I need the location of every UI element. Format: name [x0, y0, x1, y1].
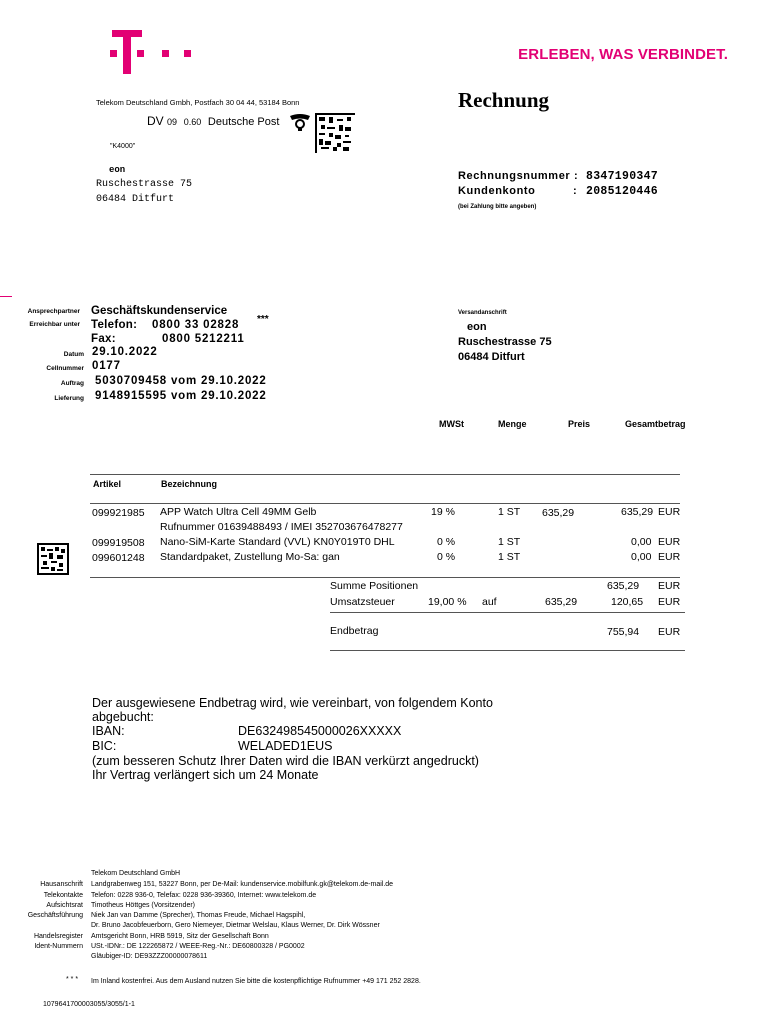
brand-slogan: ERLEBEN, WAS VERBINDET.	[518, 46, 728, 63]
footer-code: 1079641700003055/3055/1-1	[43, 1001, 135, 1008]
footer-value-2: Timotheus Höttges (Vorsitzender)	[91, 902, 196, 909]
row4-mwst: 0 %	[437, 551, 456, 563]
postage-matrix-code	[315, 113, 355, 153]
col-header-preis: Preis	[568, 419, 591, 429]
iban-value: DE632498545000026XXXXX	[238, 724, 402, 738]
table-header-rule	[90, 503, 680, 504]
tax-label: Umsatzsteuer	[330, 596, 395, 608]
fax-label: Fax:	[91, 333, 116, 345]
tax-on: auf	[482, 596, 497, 608]
recipient-street: Ruschestrasse 75	[96, 179, 193, 190]
end-label: Endbetrag	[330, 625, 379, 637]
footer-note: Im Inland kostenfrei. Aus dem Ausland nutzen Sie bitte die kostenpflichtige Rufnummer +49 171 252 2828.	[91, 978, 421, 985]
invoice-number: 8347190347	[586, 170, 659, 183]
bic-value: WELADED1EUS	[238, 739, 333, 753]
end-rule	[330, 650, 685, 651]
postage-line	[147, 114, 279, 128]
tax-value: 120,65	[611, 596, 644, 608]
customer-account-label: Kundenkonto	[458, 185, 536, 197]
customer-account-colon: :	[573, 185, 578, 197]
tax-currency: EUR	[658, 596, 681, 608]
bic-label: BIC:	[92, 739, 117, 753]
postage-carrier: Deutsche Post	[207, 116, 280, 128]
row4-bezeichnung: Standardpaket, Zustellung Mo-Sa: gan	[160, 551, 340, 563]
row4-menge: 1 ST	[498, 551, 521, 563]
postage-dv: DV	[147, 114, 164, 128]
footer-value-6: USt.-IDNr.: DE 122265872 / WEEE-Reg.-Nr.: DE60800328 / PG0002	[91, 943, 305, 950]
totals-rule	[330, 612, 685, 613]
contract-note: Ihr Vertrag verlängert sich um 24 Monate	[92, 768, 319, 782]
footer-label-1: Telekontakte	[43, 892, 83, 899]
footer-label-6: Ident-Nummern	[34, 943, 83, 950]
row2-bezeichnung: Rufnummer 01639488493 / IMEI 352703676478277	[160, 521, 403, 533]
iban-note: (zum besseren Schutz Ihrer Daten wird die IBAN verkürzt angedruckt)	[92, 754, 479, 768]
shipping-street: Ruschestrasse 75	[458, 336, 552, 348]
footer-value-1: Telefon: 0228 936-0, Telefax: 0228 936-39360, Internet: www.telekom.de	[91, 892, 317, 899]
phone-label: Telefon:	[91, 319, 138, 331]
row1-currency: EUR	[658, 506, 681, 518]
k-code: "K4000"	[110, 143, 136, 150]
row3-menge: 1 ST	[498, 536, 521, 548]
payment-line2: abgebucht:	[92, 710, 154, 724]
row4-artikel: 099601248	[92, 552, 145, 564]
footer-label-0: Hausanschrift	[40, 881, 83, 888]
shipping-name: eon	[467, 321, 487, 333]
contact-value: Geschäftskundenservice	[91, 305, 228, 317]
footer-value-4: Dr. Bruno Jacobfeuerborn, Gero Niemeyer, Dietmar Welslau, Klaus Werner, Dr. Dirk Wössner	[91, 922, 380, 929]
order-label: Auftrag	[60, 380, 84, 387]
tax-base: 635,29	[545, 596, 578, 608]
invoice-hint: (bei Zahlung bitte angeben)	[458, 204, 537, 210]
footer-value-3: Niek Jan van Damme (Sprecher), Thomas Freude, Michael Hagspihl,	[91, 912, 306, 919]
delivery-value: 9148915595 vom 29.10.2022	[95, 390, 267, 402]
row3-bezeichnung: Nano-SiM-Karte Standard (VVL) KN0Y019T0 DHL	[160, 536, 395, 548]
page-title: Rechnung	[458, 88, 550, 112]
footer-label-5: Handelsregister	[33, 933, 83, 940]
row1-mwst: 19 %	[431, 506, 455, 518]
tax-rate: 19,00 %	[428, 596, 467, 608]
customer-account: 2085120446	[586, 185, 659, 198]
end-currency: EUR	[658, 626, 681, 638]
shipping-city: 06484 Ditfurt	[458, 351, 525, 363]
footer-company: Telekom Deutschland GmbH	[91, 870, 181, 877]
sum-label: Summe Positionen	[330, 580, 419, 592]
reach-label: Erreichbar unter	[29, 321, 80, 328]
cell-number: 0177	[92, 360, 121, 372]
row1-gesamt: 635,29	[621, 506, 654, 518]
fold-mark	[0, 296, 12, 297]
invoice-date: 29.10.2022	[92, 346, 158, 358]
side-matrix-code	[37, 543, 69, 575]
footer-label-3: Geschäftsführung	[27, 912, 83, 919]
row4-gesamt: 0,00	[631, 551, 652, 563]
row1-artikel: 099921985	[92, 507, 145, 519]
col-header-gesamt: Gesamtbetrag	[625, 419, 686, 429]
payment-line1: Der ausgewiesene Endbetrag wird, wie vereinbart, von folgendem Konto	[92, 696, 493, 710]
table-bottom-rule	[90, 577, 680, 578]
row1-menge: 1 ST	[498, 506, 521, 518]
recipient-name: eon	[109, 165, 126, 175]
row3-mwst: 0 %	[437, 536, 456, 548]
sum-value: 635,29	[607, 580, 640, 592]
col-header-menge: Menge	[498, 419, 527, 429]
col-header-artikel: Artikel	[93, 479, 122, 489]
invoice-number-label: Rechnungsnummer :	[458, 170, 579, 182]
date-label: Datum	[63, 351, 84, 358]
row3-currency: EUR	[658, 536, 681, 548]
cell-label: Cellnummer	[46, 365, 84, 372]
footer-value-5: Amtsgericht Bonn, HRB 5919, Sitz der Gesellschaft Bonn	[91, 933, 269, 940]
footer-label-2: Aufsichtsrat	[46, 902, 83, 909]
row1-preis: 635,29	[542, 507, 575, 519]
col-header-bezeichnung: Bezeichnung	[161, 479, 218, 489]
contact-label: Ansprechpartner	[27, 308, 80, 315]
delivery-label: Lieferung	[54, 395, 84, 402]
end-value: 755,94	[607, 626, 640, 638]
shipping-label: Versandanschrift	[458, 310, 507, 316]
col-header-mwst: MWSt	[439, 419, 464, 429]
row1-bezeichnung: APP Watch Ultra Cell 49MM Gelb	[160, 506, 317, 518]
phone-number: 0800 33 02828	[152, 319, 240, 331]
footer-value-0: Landgrabenweg 151, 53227 Bonn, per De-Mail: kundenservice.mobilfunk.gk@telekom.de-mail.de	[91, 881, 394, 888]
row4-currency: EUR	[658, 551, 681, 563]
row3-gesamt: 0,00	[631, 536, 652, 548]
deutsche-post-horn-icon	[288, 112, 312, 132]
postage-price: 0.60	[183, 117, 202, 127]
fax-number: 0800 5212211	[162, 333, 245, 345]
recipient-city: 06484 Ditfurt	[96, 194, 175, 205]
telekom-logo	[112, 30, 204, 76]
row3-artikel: 099919508	[92, 537, 145, 549]
sum-currency: EUR	[658, 580, 681, 592]
table-top-rule	[90, 474, 680, 475]
iban-label: IBAN:	[92, 724, 125, 738]
footer-value-7: Gläubiger-ID: DE93ZZZ00000078611	[91, 953, 208, 960]
phone-stars: ***	[257, 314, 269, 325]
footer-stars: * * *	[66, 976, 79, 983]
sender-line: Telekom Deutschland Gmbh, Postfach 30 04 44, 53184 Bonn	[96, 98, 300, 107]
postage-dv-code: 09	[167, 117, 178, 127]
order-value: 5030709458 vom 29.10.2022	[95, 375, 267, 387]
